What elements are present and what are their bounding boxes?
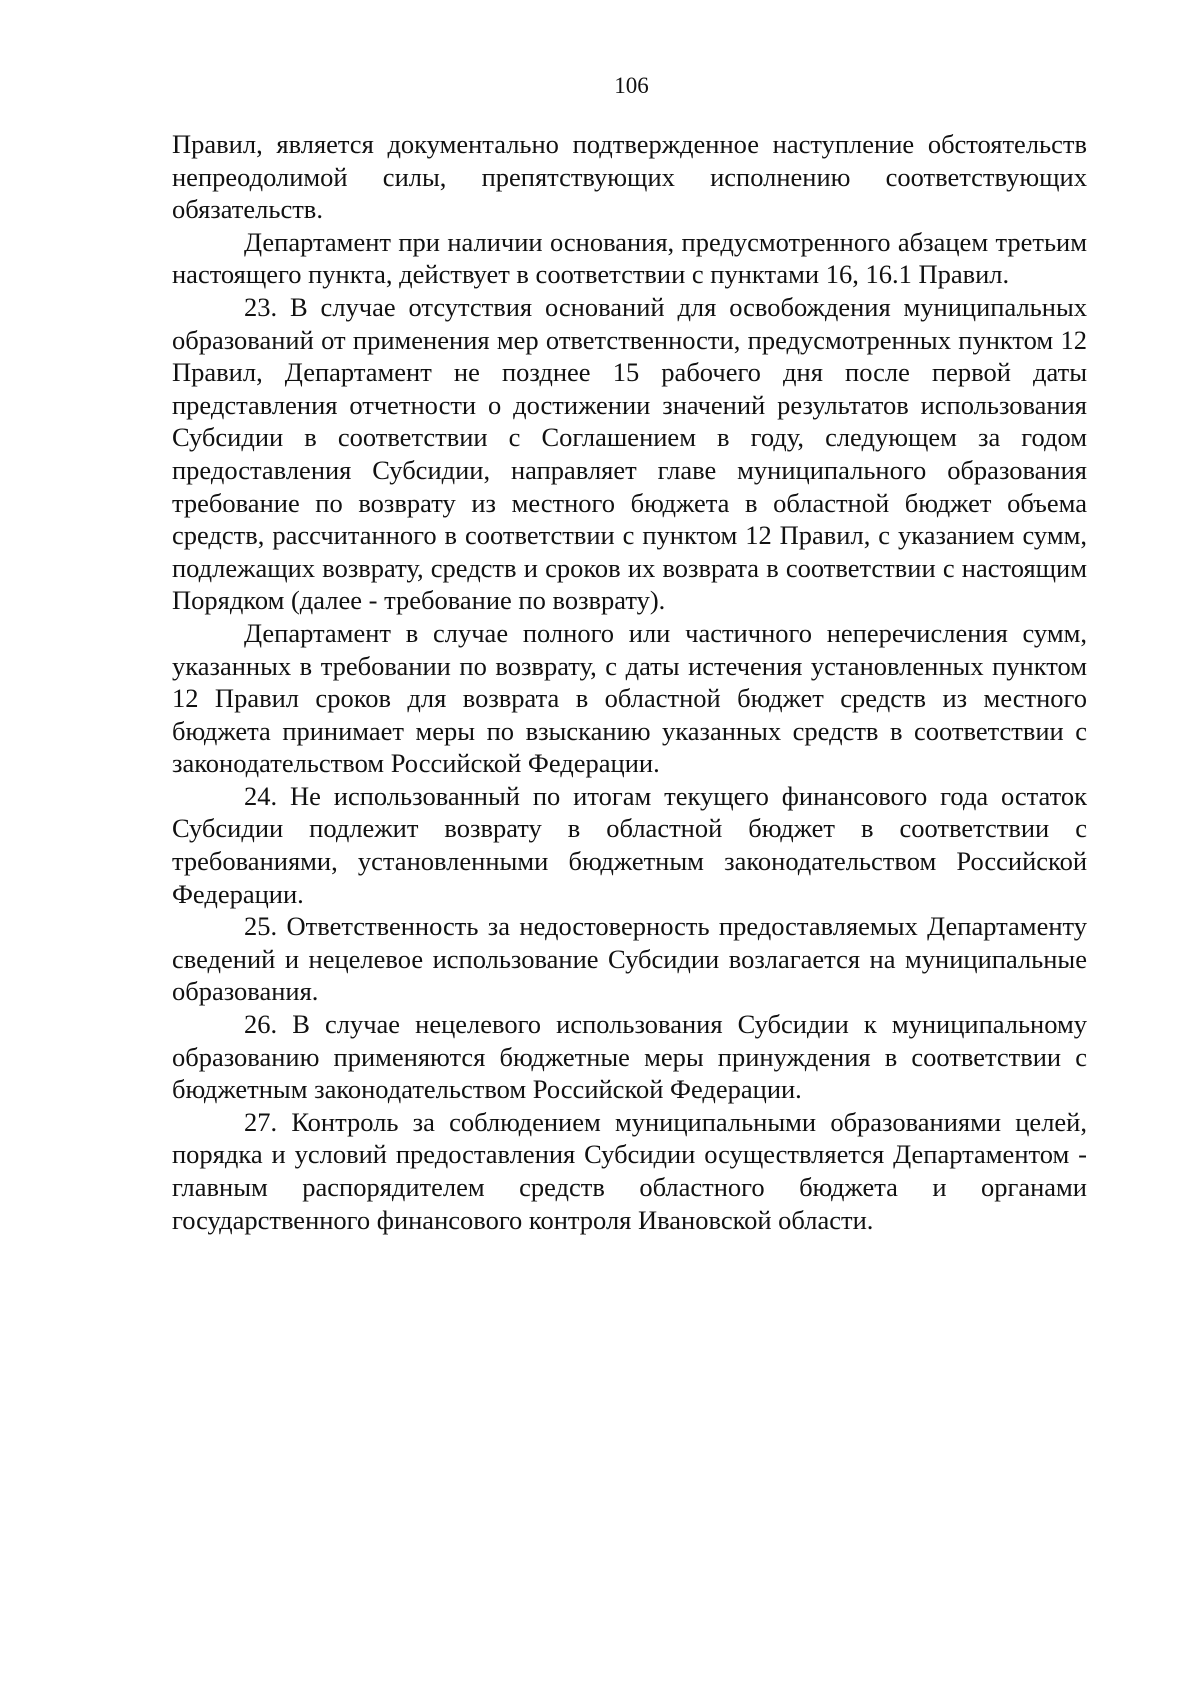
paragraph-item-23: 23. В случае отсутствия оснований для освобождения муниципальных образований от применения мер ответственности, предусмотренных пунктом 12 Правил, Департамент не позднее 15 рабочего дня после первой даты представления отчетности о достижении значений результатов использования Субсидии в соответствии с Соглашением в году, следующем за годом предоставления Субсидии, направляет главе муниципального образования требование по возврату из местного бюджета в областной бюджет объема средств, рассчитанного в соответствии с пунктом 12 Правил, с указанием сумм, подлежащих возврату, средств и сроков их возврата в соответствии с настоящим Порядком (далее - требование по возврату).	[172, 291, 1087, 616]
paragraph-item-26: 26. В случае нецелевого использования Субсидии к муниципальному образованию применяются бюджетные меры принуждения в соответствии с бюджетным законодательством Российской Федерации.	[172, 1009, 1087, 1105]
page-number: 106	[614, 73, 649, 98]
paragraph-continuation: Правил, является документально подтвержденное наступление обстоятельств непреодолимой силы, препятствующих исполнению соответствующих обязательств.	[172, 129, 1087, 225]
paragraph-item-25: 25. Ответственность за недостоверность предоставляемых Департаменту сведений и нецелевое использование Субсидии возлагается на муниципальные образования.	[172, 911, 1087, 1007]
paragraph-item-24: 24. Не использованный по итогам текущего финансового года остаток Субсидии подлежит возврату в областной бюджет в соответствии с требованиями, установленными бюджетным законодательством Российской Федерации.	[172, 780, 1087, 909]
paragraph-department-action: Департамент при наличии основания, предусмотренного абзацем третьим настоящего пункта, действует в соответствии с пунктами 16, 16.1 Правил.	[172, 226, 1087, 290]
document-body	[172, 128, 1087, 1236]
paragraph-item-27: 27. Контроль за соблюдением муниципальными образованиями целей, порядка и условий предоставления Субсидии осуществляется Департаментом - главным распорядителем средств областного бюджета и органами государственного финансового контроля Ивановской области.	[172, 1106, 1087, 1235]
paragraph-department-recovery: Департамент в случае полного или частичного неперечисления сумм, указанных в требовании по возврату, с даты истечения установленных пунктом 12 Правил сроков для возврата в областной бюджет средств из местного бюджета принимает меры по взысканию указанных средств в соответствии с законодательством Российской Федерации.	[172, 617, 1087, 779]
